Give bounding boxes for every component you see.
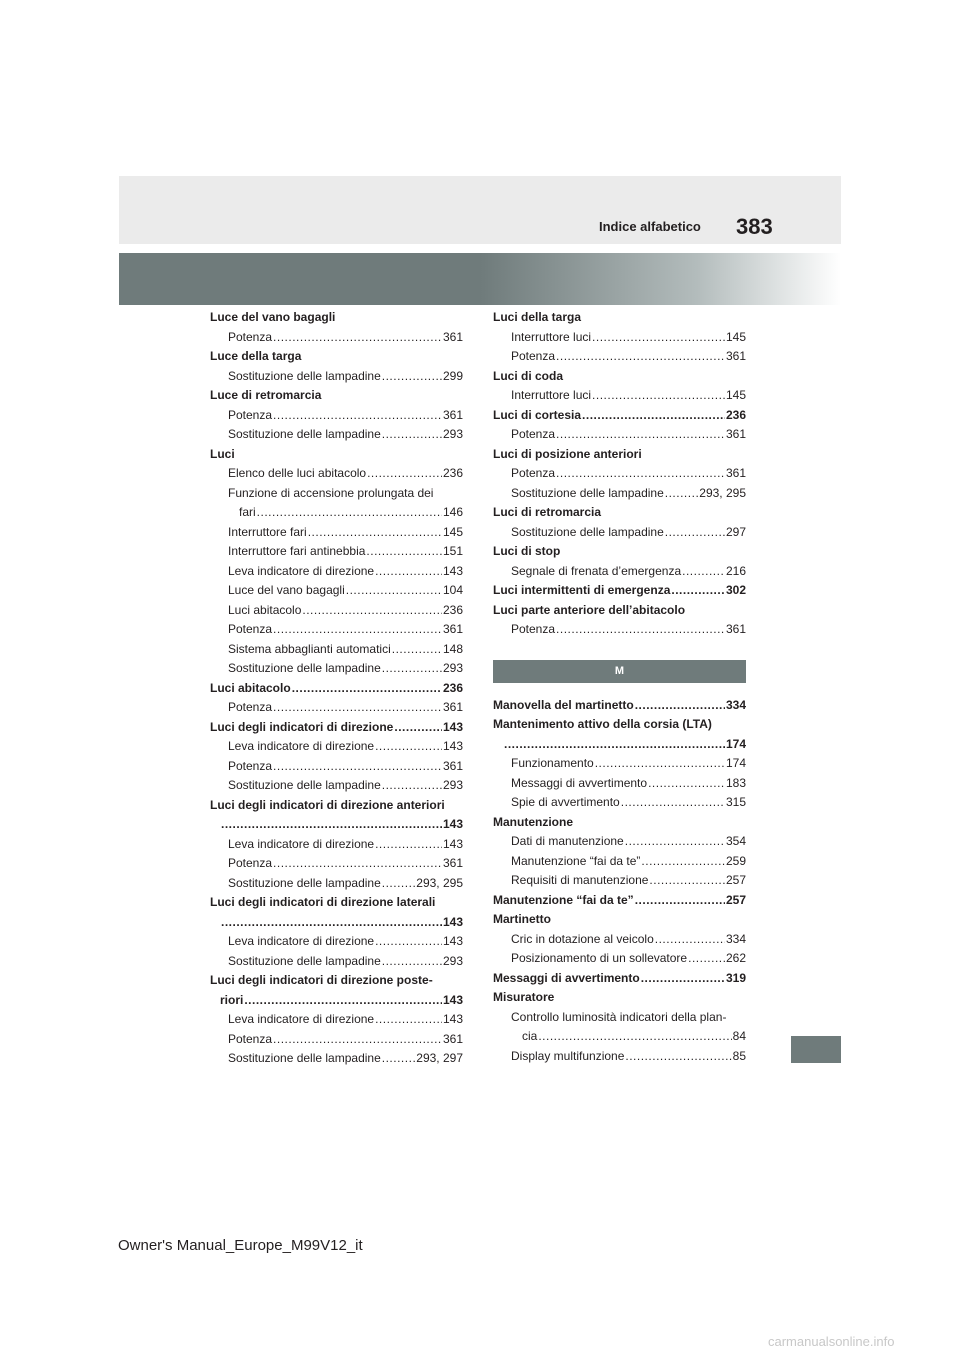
index-entry <box>210 991 463 1011</box>
leader-dots <box>257 503 442 523</box>
index-subentry <box>210 776 463 796</box>
index-subentry <box>210 737 463 757</box>
leader-dots <box>382 952 442 972</box>
entry-text: Interruttore fari antinebbia <box>228 544 366 558</box>
leader-dots <box>382 367 442 387</box>
index-subentry <box>210 425 463 445</box>
entry-text: Messaggi di avvertimento <box>493 970 640 985</box>
entry-text: Display multifunzione <box>511 1048 625 1063</box>
entry-text: Potenza <box>228 1031 273 1046</box>
page-ref: 315 <box>725 795 746 809</box>
leader-dots <box>582 406 725 426</box>
footer-manual-id: Owner's Manual_Europe_M99V12_it <box>118 1237 363 1254</box>
entry-text: Leva indicatore di direzione <box>228 563 375 578</box>
index-subentry <box>210 1030 463 1050</box>
entry-text: Potenza <box>511 349 556 363</box>
entry-text: Potenza <box>228 329 273 344</box>
leader-dots <box>382 874 416 894</box>
leader-dots <box>648 774 725 794</box>
leader-dots <box>382 1049 416 1069</box>
entry-text: Luci abitacolo <box>210 680 291 695</box>
index-subentry <box>210 1049 463 1069</box>
index-subentry <box>210 659 463 679</box>
entry-text: Funzionamento <box>511 756 594 770</box>
page-ref: 361 <box>725 427 746 441</box>
header-gradient-bar <box>119 253 841 305</box>
leader-dots <box>346 581 442 601</box>
leader-dots <box>375 835 442 855</box>
entry-text: Sostituzione delle lampadine <box>511 485 664 500</box>
entry-text: Luci di posizione anteriori <box>493 446 642 461</box>
index-subentry <box>210 562 463 582</box>
index-subentry <box>210 757 463 777</box>
entry-text: Elenco delle luci abitacolo <box>228 466 367 480</box>
leader-dots <box>273 757 442 777</box>
leader-dots <box>273 328 442 348</box>
page-ref: 293 <box>442 953 463 968</box>
entry-text: Luci della targa <box>493 310 582 324</box>
entry-text: Luci di stop <box>493 544 561 558</box>
index-subentry <box>210 640 463 660</box>
index-subentry <box>493 464 746 484</box>
index-subentry <box>210 874 463 894</box>
entry-text: Manovella del martinetto <box>493 697 634 712</box>
page-ref: 143 <box>442 934 463 948</box>
page-ref: 183 <box>725 775 746 790</box>
entry-text: Leva indicatore di direzione <box>228 1012 375 1026</box>
index-subentry <box>210 328 463 348</box>
entry-text: Misuratore <box>493 990 555 1004</box>
page-ref: 174 <box>725 756 746 770</box>
page-ref: 293 <box>442 427 463 441</box>
page-ref: 104 <box>442 583 463 597</box>
page-ref: 299 <box>442 368 463 383</box>
page-ref: 257 <box>725 873 746 887</box>
page-ref: 361 <box>725 622 746 636</box>
entry-text: cia <box>522 1029 538 1043</box>
entry-text: Manutenzione “fai da te” <box>493 892 634 907</box>
leader-dots <box>635 696 725 716</box>
leader-dots <box>649 871 725 891</box>
index-subentry <box>210 406 463 426</box>
thumb-index-tab <box>791 1036 841 1063</box>
leader-dots <box>556 425 725 445</box>
page-ref: 293, 295 <box>416 875 463 890</box>
index-subentry <box>210 835 463 855</box>
index-subentry <box>210 698 463 718</box>
leader-dots <box>655 930 725 950</box>
entry-text: Requisiti di manutenzione <box>511 873 649 887</box>
index-entry <box>493 735 746 755</box>
entry-text: Leva indicatore di direzione <box>228 934 375 948</box>
leader-dots <box>273 620 442 640</box>
index-entry <box>493 601 746 621</box>
page-ref: 143 <box>442 739 463 753</box>
leader-dots <box>682 562 725 582</box>
page-ref: 143 <box>442 563 463 578</box>
entry-text: Potenza <box>228 856 273 870</box>
index-entry <box>210 893 463 913</box>
index-subentry <box>210 601 463 621</box>
leader-dots <box>375 932 442 952</box>
page-ref: 143 <box>442 836 463 851</box>
leader-dots <box>382 425 442 445</box>
leader-dots <box>592 386 725 406</box>
index-subentry <box>493 425 746 445</box>
index-entry <box>493 910 746 930</box>
leader-dots <box>394 718 442 738</box>
entry-text: Interruttore luci <box>511 329 592 344</box>
index-entry <box>493 542 746 562</box>
page-ref: 361 <box>442 407 463 422</box>
index-subentry <box>210 367 463 387</box>
entry-text: Spie di avvertimento <box>511 795 620 809</box>
index-subentry <box>493 386 746 406</box>
index-entry <box>493 445 746 465</box>
section-title: Indice alfabetico <box>599 219 701 234</box>
index-entry <box>210 913 463 933</box>
page-ref: 145 <box>442 524 463 539</box>
entry-text: Sostituzione delle lampadine <box>228 1051 381 1065</box>
entry-text: Dati di manutenzione <box>511 834 624 848</box>
entry-text: Manutenzione <box>493 814 573 829</box>
leader-dots <box>375 737 442 757</box>
entry-text: Sistema abbaglianti automatici <box>228 641 391 656</box>
entry-text: Potenza <box>511 622 556 636</box>
page-ref: 148 <box>442 641 463 656</box>
page-ref: 259 <box>725 853 746 868</box>
entry-text: Luci intermittenti di emergenza <box>493 583 671 597</box>
leader-dots <box>292 679 442 699</box>
leader-dots <box>641 969 725 989</box>
index-entry <box>210 718 463 738</box>
leader-dots <box>308 523 442 543</box>
leader-dots <box>375 1010 442 1030</box>
index-list <box>493 308 746 640</box>
index-entry <box>493 969 746 989</box>
index-subentry <box>493 930 746 950</box>
entry-text: Sostituzione delle lampadine <box>228 368 381 383</box>
entry-text: Luci abitacolo <box>228 602 302 617</box>
leader-dots <box>366 542 442 562</box>
entry-text: Luci di retromarcia <box>493 505 602 519</box>
entry-text: Interruttore fari <box>228 524 307 539</box>
entry-text: Luci parte anteriore dell’abitacolo <box>493 602 686 617</box>
entry-text: Luce della targa <box>210 349 302 363</box>
leader-dots <box>665 484 699 504</box>
entry-text: Potenza <box>228 407 273 422</box>
leader-dots <box>273 1030 442 1050</box>
entry-text: Luci di cortesia <box>493 407 582 422</box>
page-ref: 143 <box>442 1012 463 1026</box>
page-ref: 145 <box>725 388 746 402</box>
index-subentry <box>493 832 746 852</box>
page-ref: 293 <box>442 778 463 792</box>
index-entry <box>210 386 463 406</box>
index-subentry <box>210 620 463 640</box>
index-subentry <box>493 347 746 367</box>
entry-text: Interruttore luci <box>511 388 592 402</box>
entry-text: Luci <box>210 446 235 461</box>
page-ref: 143 <box>442 992 463 1007</box>
index-subentry <box>493 1047 746 1067</box>
leader-dots <box>641 852 725 872</box>
leader-dots <box>382 776 442 796</box>
index-subentry <box>493 871 746 891</box>
leader-dots <box>375 562 442 582</box>
page-ref: 84 <box>732 1029 746 1043</box>
leader-dots <box>221 815 442 835</box>
index-entry <box>210 347 463 367</box>
page-ref: 236 <box>442 602 463 617</box>
leader-dots <box>392 640 442 660</box>
page-ref: 361 <box>442 329 463 344</box>
page-ref: 143 <box>442 914 463 929</box>
index-entry <box>210 796 463 816</box>
leader-dots <box>244 991 442 1011</box>
entry-text: Luci degli indicatori di direzione poste- <box>210 973 433 987</box>
leader-dots <box>556 620 725 640</box>
leader-dots <box>273 854 442 874</box>
entry-text: Luce di retromarcia <box>210 388 322 402</box>
entry-text: Leva indicatore di direzione <box>228 739 375 753</box>
entry-text: Sostituzione delle lampadine <box>228 875 381 890</box>
page-ref: 216 <box>725 563 746 578</box>
page-ref: 143 <box>442 817 463 831</box>
entry-text: Luce del vano bagagli <box>228 583 345 597</box>
page-ref: 361 <box>725 349 746 363</box>
page-ref: 143 <box>442 719 463 734</box>
leader-dots <box>665 523 725 543</box>
entry-text: Potenza <box>228 700 273 714</box>
entry-text: Sostituzione delle lampadine <box>228 427 381 441</box>
leader-dots <box>273 406 442 426</box>
index-entry <box>493 503 746 523</box>
index-subentry <box>210 854 463 874</box>
index-subentry <box>210 932 463 952</box>
index-entry <box>493 406 746 426</box>
leader-dots <box>382 659 442 679</box>
index-entry <box>493 813 746 833</box>
page-ref: 334 <box>725 697 746 712</box>
page-ref: 361 <box>442 758 463 773</box>
page-ref: 361 <box>442 700 463 714</box>
page-ref: 145 <box>725 329 746 344</box>
entry-text: Luci degli indicatori di direzione <box>210 719 394 734</box>
index-subentry <box>493 949 746 969</box>
index-entry <box>493 988 746 1008</box>
entry-text: Sostituzione delle lampadine <box>228 953 381 968</box>
leader-dots <box>621 793 725 813</box>
index-subentry <box>493 754 746 774</box>
index-subentry <box>210 542 463 562</box>
index-subentry <box>493 1008 746 1028</box>
entry-text: Luci degli indicatori di direzione laterali <box>210 895 436 909</box>
index-entry <box>493 581 746 601</box>
page-ref: 293, 295 <box>699 485 746 500</box>
page-ref: 236 <box>725 407 746 422</box>
entry-text: Funzione di accensione prolungata dei <box>228 485 434 500</box>
index-list <box>210 308 463 1069</box>
leader-dots <box>625 832 725 852</box>
page-ref: 302 <box>725 583 746 597</box>
page-ref: 319 <box>725 970 746 985</box>
leader-dots <box>556 347 725 367</box>
index-subentry <box>210 464 463 484</box>
entry-text: Segnale di frenata d’emergenza <box>511 563 682 578</box>
entry-text: Leva indicatore di direzione <box>228 836 375 851</box>
index-entry <box>210 445 463 465</box>
index-subentry <box>493 852 746 872</box>
page-ref: 262 <box>725 951 746 965</box>
leader-dots <box>556 464 725 484</box>
leader-dots <box>595 754 725 774</box>
entry-text: Messaggi di avvertimento <box>511 775 648 790</box>
index-subentry <box>493 793 746 813</box>
index-entry <box>210 308 463 328</box>
entry-text: Potenza <box>511 427 556 441</box>
entry-text: Luci degli indicatori di direzione anteriori <box>210 797 445 812</box>
page-ref: 361 <box>442 622 463 636</box>
entry-text: Posizionamento di un sollevatore <box>511 951 688 965</box>
index-entry <box>493 308 746 328</box>
leader-dots <box>504 735 725 755</box>
index-subentry <box>493 774 746 794</box>
header-band <box>119 176 841 244</box>
index-subentry <box>493 620 746 640</box>
index-entry <box>210 971 463 991</box>
index-list <box>493 696 746 1067</box>
leader-dots <box>688 949 725 969</box>
index-entry <box>493 715 746 735</box>
leader-dots <box>538 1027 731 1047</box>
index-entry <box>210 679 463 699</box>
leader-dots <box>671 581 725 601</box>
index-subentry <box>210 503 463 523</box>
leader-dots <box>221 913 442 933</box>
entry-text: Luci di coda <box>493 368 564 383</box>
leader-dots <box>635 891 725 911</box>
page-ref: 293 <box>442 661 463 675</box>
page-ref: 293, 297 <box>416 1051 463 1065</box>
page-ref: 236 <box>442 680 463 695</box>
index-subentry <box>210 523 463 543</box>
entry-text: Luce del vano bagagli <box>210 310 336 324</box>
entry-text: Potenza <box>228 758 273 773</box>
index-subentry <box>210 581 463 601</box>
index-column-left <box>210 308 463 1069</box>
page-ref: 297 <box>725 524 746 539</box>
entry-text: Sostituzione delle lampadine <box>228 661 381 675</box>
index-column-right <box>493 308 746 1066</box>
page-ref: 174 <box>725 736 746 751</box>
entry-text: Cric in dotazione al veicolo <box>511 931 654 946</box>
page-ref: 257 <box>725 892 746 907</box>
page-ref: 361 <box>725 466 746 480</box>
letter-section-header: M <box>493 660 746 683</box>
entry-text: Manutenzione “fai da te” <box>511 853 641 868</box>
index-entry <box>210 815 463 835</box>
leader-dots <box>625 1047 731 1067</box>
index-entry <box>493 891 746 911</box>
leader-dots <box>367 464 442 484</box>
index-subentry <box>493 484 746 504</box>
leader-dots <box>592 328 725 348</box>
entry-text: riori <box>220 992 244 1007</box>
page-number: 383 <box>736 214 773 239</box>
entry-text: fari <box>239 505 256 519</box>
entry-text: Mantenimento attivo della corsia (LTA) <box>493 717 712 731</box>
entry-text: Sostituzione delle lampadine <box>228 778 381 792</box>
page-ref: 361 <box>442 1031 463 1046</box>
page-ref: 236 <box>442 466 463 480</box>
leader-dots <box>302 601 442 621</box>
entry-text: Controllo luminosità indicatori della plan- <box>511 1009 727 1024</box>
entry-text: Potenza <box>228 622 273 636</box>
entry-text: Martinetto <box>493 912 551 926</box>
index-subentry <box>493 562 746 582</box>
watermark: carmanualsonline.info <box>768 1334 895 1349</box>
page-ref: 85 <box>732 1048 746 1063</box>
index-subentry <box>493 1027 746 1047</box>
entry-text: Potenza <box>511 466 556 480</box>
index-subentry <box>210 1010 463 1030</box>
index-subentry <box>210 952 463 972</box>
page-ref: 334 <box>725 931 746 946</box>
page-ref: 354 <box>725 834 746 848</box>
leader-dots <box>273 698 442 718</box>
index-entry <box>493 696 746 716</box>
page-ref: 146 <box>442 505 463 519</box>
index-entry <box>493 367 746 387</box>
page-ref: 151 <box>442 544 463 558</box>
page-ref: 361 <box>442 856 463 870</box>
index-subentry <box>210 484 463 504</box>
entry-text: Sostituzione delle lampadine <box>511 524 664 539</box>
index-subentry <box>493 523 746 543</box>
index-subentry <box>493 328 746 348</box>
